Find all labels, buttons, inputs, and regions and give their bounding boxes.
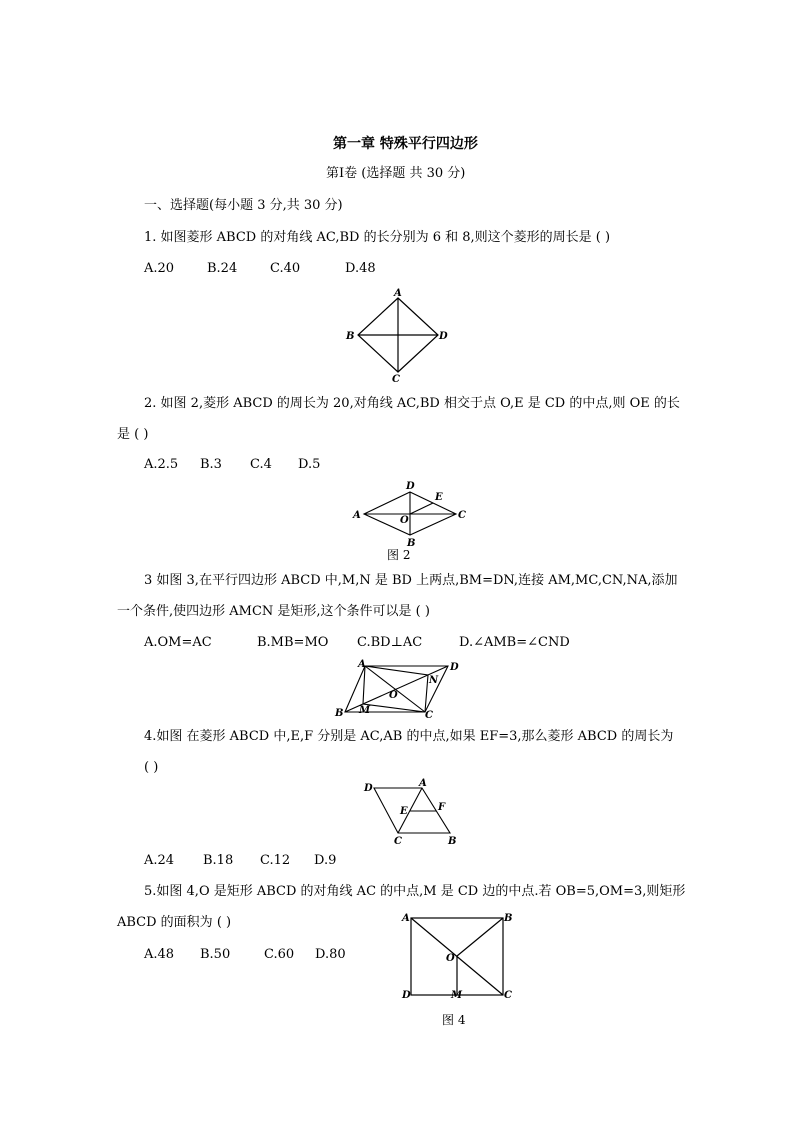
q2-label-a: A [353, 510, 361, 521]
q4-label-a: A [419, 778, 427, 789]
q5-label-b: B [504, 913, 513, 924]
page-title: 第一章 特殊平行四边形 [333, 136, 478, 152]
q5-label-a: A [402, 913, 410, 924]
question-4-option-d: D.9 [314, 853, 337, 868]
question-4-option-b: B.18 [203, 853, 234, 868]
q3-label-d: D [450, 662, 459, 673]
question-1-option-d: D.48 [345, 261, 376, 276]
question-1-option-a: A.20 [144, 261, 175, 276]
question-2-option-c: C.4 [250, 457, 272, 472]
q2-label-e: E [435, 492, 443, 503]
q4-label-f: F [438, 802, 446, 813]
q4-label-d: D [364, 783, 373, 794]
q4-label-b: B [448, 836, 457, 847]
figure-2-caption: 图 2 [387, 548, 411, 562]
question-5-stem-line-1: 5.如图 4,O 是矩形 ABCD 的对角线 AC 的中点,M 是 CD 边的中点.若 OB=5,OM=3,则矩形 [144, 884, 686, 899]
question-4-stem-line-1: 4.如图 在菱形 ABCD 中,E,F 分别是 AC,AB 的中点,如果 EF=3,那么菱形 ABCD 的周长为 [144, 729, 674, 744]
question-2-option-a: A.2.5 [144, 457, 179, 472]
q3-label-n: N [429, 675, 439, 686]
question-5-option-a: A.48 [144, 947, 175, 962]
q3-label-a: A [358, 659, 366, 670]
question-1-stem: 1. 如图菱形 ABCD 的对角线 AC,BD 的长分别为 6 和 8,则这个菱形的周长是 ( ) [144, 230, 611, 245]
question-4-option-c: C.12 [260, 853, 291, 868]
q5-label-c: C [504, 990, 512, 1001]
section-heading: 一、选择题(每小题 3 分,共 30 分) [144, 198, 343, 213]
q2-label-d: D [406, 481, 415, 492]
question-2-option-d: D.5 [298, 457, 321, 472]
question-3-figure [333, 658, 463, 720]
page-subtitle: 第Ⅰ卷 (选择题 共 30 分) [326, 166, 466, 181]
question-3-option-b: B.MB=MO [257, 635, 329, 650]
q4-label-e: E [400, 806, 408, 817]
question-1-figure [340, 288, 460, 385]
question-3-stem-line-2: 一个条件,使四边形 AMCN 是矩形,这个条件可以是 ( ) [117, 604, 430, 619]
q3-label-c: C [425, 710, 433, 721]
question-1-option-c: C.40 [270, 261, 301, 276]
q1-label-a: A [394, 288, 402, 299]
question-5-stem-line-2: ABCD 的面积为 ( ) [117, 915, 232, 930]
question-3-option-a: A.OM=AC [144, 635, 212, 650]
question-4-stem-line-2: ( ) [144, 760, 159, 775]
question-5-option-c: C.60 [264, 947, 295, 962]
q4-label-c: C [394, 836, 402, 847]
question-2-stem-line-2: 是 ( ) [117, 427, 149, 442]
question-3-stem-line-1: 3 如图 3,在平行四边形 ABCD 中,M,N 是 BD 上两点,BM=DN,连接 AM,MC,CN,NA,添加 [144, 573, 678, 588]
q5-label-o: O [446, 953, 455, 964]
question-3-option-c: C.BD⊥AC [357, 635, 423, 650]
question-2-stem-line-1: 2. 如图 2,菱形 ABCD 的周长为 20,对角线 AC,BD 相交于点 O,E 是 CD 的中点,则 OE 的长 [144, 396, 680, 411]
q1-label-c: C [392, 374, 400, 385]
q2-label-o: O [400, 515, 409, 526]
q1-label-b: B [346, 331, 355, 342]
q2-label-c: C [458, 510, 466, 521]
question-3-option-d: D.∠AMB=∠CND [459, 635, 570, 650]
q5-label-m: M [451, 990, 463, 1001]
question-2-figure [350, 480, 475, 548]
q3-label-m: M [359, 705, 371, 716]
figure-4-caption: 图 4 [442, 1013, 466, 1027]
q2-label-b: B [407, 538, 416, 549]
question-5-option-b: B.50 [200, 947, 231, 962]
question-1-option-b: B.24 [207, 261, 238, 276]
question-2-option-b: B.3 [200, 457, 222, 472]
question-4-figure [362, 780, 462, 848]
question-5-figure [398, 910, 523, 1005]
question-4-option-a: A.24 [144, 853, 175, 868]
q3-label-b: B [335, 708, 344, 719]
q3-label-o: O [389, 690, 398, 701]
q1-label-d: D [439, 331, 448, 342]
q5-label-d: D [402, 990, 411, 1001]
question-5-option-d: D.80 [315, 947, 346, 962]
